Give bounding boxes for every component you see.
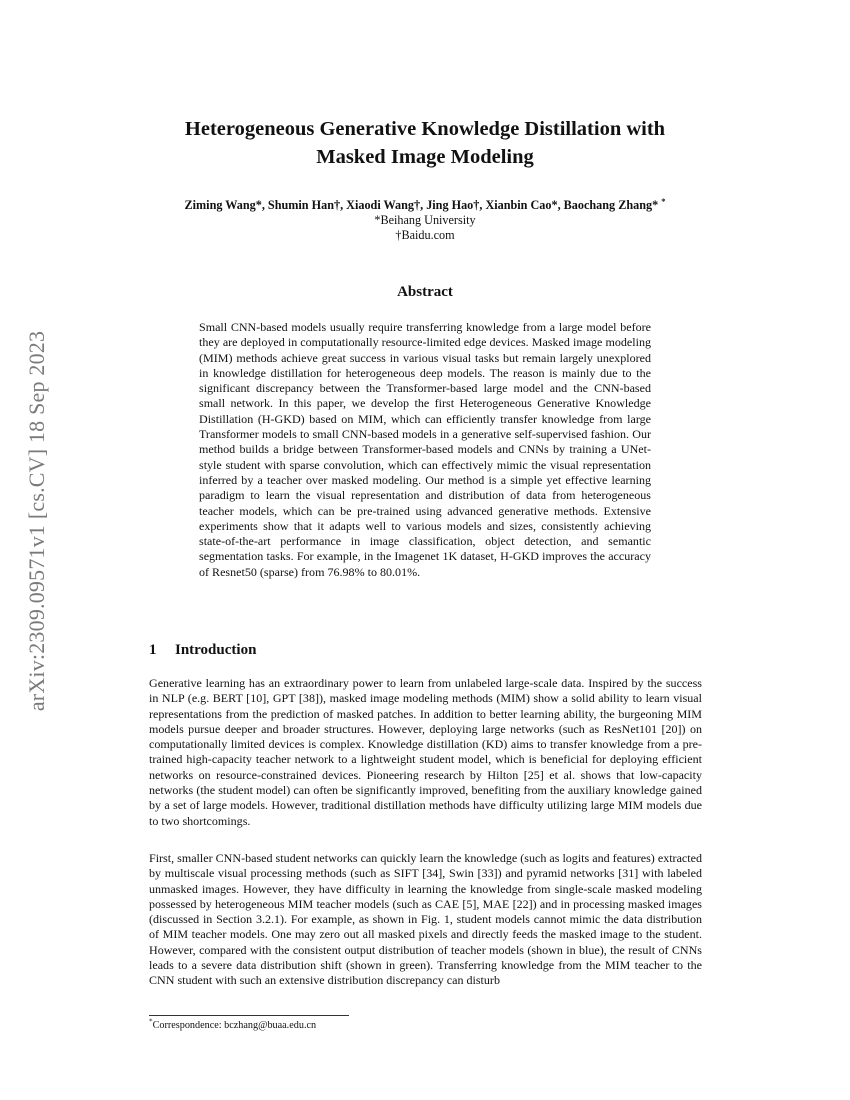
author-list	[100, 195, 750, 213]
section-title: Introduction	[175, 642, 257, 658]
footnote-rule	[149, 1015, 349, 1016]
intro-paragraph-2: First, smaller CNN-based student networks can quickly learn the knowledge (such as logits and features) extracted by multiscale visual processing methods (such as SIFT [34], Swin [33]) and pyramid networks [31] with labeled unmasked images. However, they have difficulty in learning the knowledge from single-scale masked modeling possessed by heterogeneous MIM teacher models (such as CAE [5], MAE [22]) and in processing masked images (discussed in Section 3.2.1). For example, as shown in Fig. 1, student models cannot mimic the data distribution of MIM teacher models. One may zero out all masked pixels and directly feeds the masked image to the student. However, compared with the consistent output distribution of teacher models (shown in blue), the result of CNNs leads to a severe data distribution shift (shown in green). Transferring knowledge from the MIM teacher to the CNN student with such an extensive distribution discrepancy can disturb	[149, 851, 702, 988]
paper-title	[100, 115, 750, 171]
affiliation-baidu: †Baidu.com	[395, 228, 455, 242]
title-line-2: Masked Image Modeling	[316, 146, 534, 168]
section-number: 1	[149, 642, 157, 658]
abstract-body: Small CNN-based models usually require transferring knowledge from a large model before they are deployed in computationally resource-limited edge devices. Masked image modeling (MIM) methods achieve great success in various visual tasks but remain largely unexplored in knowledge distillation for heterogeneous deep models. The reason is mainly due to the significant discrepancy between the Transformer-based large model and the CNN-based small network. In this paper, we develop the first Heterogeneous Generative Knowledge Distillation (H-GKD) based on MIM, which can efficiently transfer knowledge from large Transformer models to small CNN-based models in a generative self-supervised fashion. Our method builds a bridge between Transformer-based models and CNNs by training a UNet-style student with sparse convolution, which can effectively mimic the visual representation inferred by a teacher over masked modeling. Our method is a simple yet effective learning paradigm to learn the visual representation and distribution of data from heterogeneous teacher models, which can be pre-trained using advanced generative methods. Extensive experiments show that it adapts well to various models and sizes, consistently achieving state-of-the-art performance in image classification, object detection, and semantic segmentation tasks. For example, in the Imagenet 1K dataset, H-GKD improves the accuracy of Resnet50 (sparse) from 76.98% to 80.01%.	[199, 320, 651, 579]
intro-paragraph-1: Generative learning has an extraordinary power to learn from unlabeled large-scale data. Inspired by the success in NLP (e.g. BERT [10], GPT [38]), masked image modeling methods (MIM) show a solid ability to learn visual representations from the prediction of masked patches. In addition to better learning ability, the burgeoning MIM models pursue deeper and broader structures. However, deploying large networks (such as ResNet101 [20]) on computationally limited devices is complex. Knowledge distillation (KD) aims to transfer knowledge from a pre-trained high-capacity teacher network to a lightweight student model, which is beneficial for deploying efficient networks on resource-constrained devices. Pioneering research by Hilton [25] et al. shows that low-capacity networks (the student model) can often be significantly improved, benefiting from the auxiliary knowledge gained by a set of large models. However, traditional distillation methods have difficulty utilizing large MIM models due to two shortcomings.	[149, 676, 702, 828]
correspondence-mark: *	[661, 195, 666, 206]
author-names: Ziming Wang*, Shumin Han†, Xiaodi Wang†, Jing Hao†, Xianbin Cao*, Baochang Zhang*	[184, 198, 659, 212]
section-heading-introduction	[149, 641, 256, 659]
affiliation-beihang: *Beihang University	[374, 213, 476, 227]
abstract-heading: Abstract	[397, 284, 453, 300]
footnote	[149, 1017, 317, 1032]
title-line-1: Heterogeneous Generative Knowledge Distillation with	[184, 118, 666, 140]
footnote-mark: *	[149, 1017, 153, 1026]
arxiv-side-stamp: arXiv:2309.09571v1 [cs.CV] 18 Sep 2023	[24, 330, 49, 712]
footnote-text: Correspondence: bczhang@buaa.edu.cn	[152, 1020, 317, 1031]
